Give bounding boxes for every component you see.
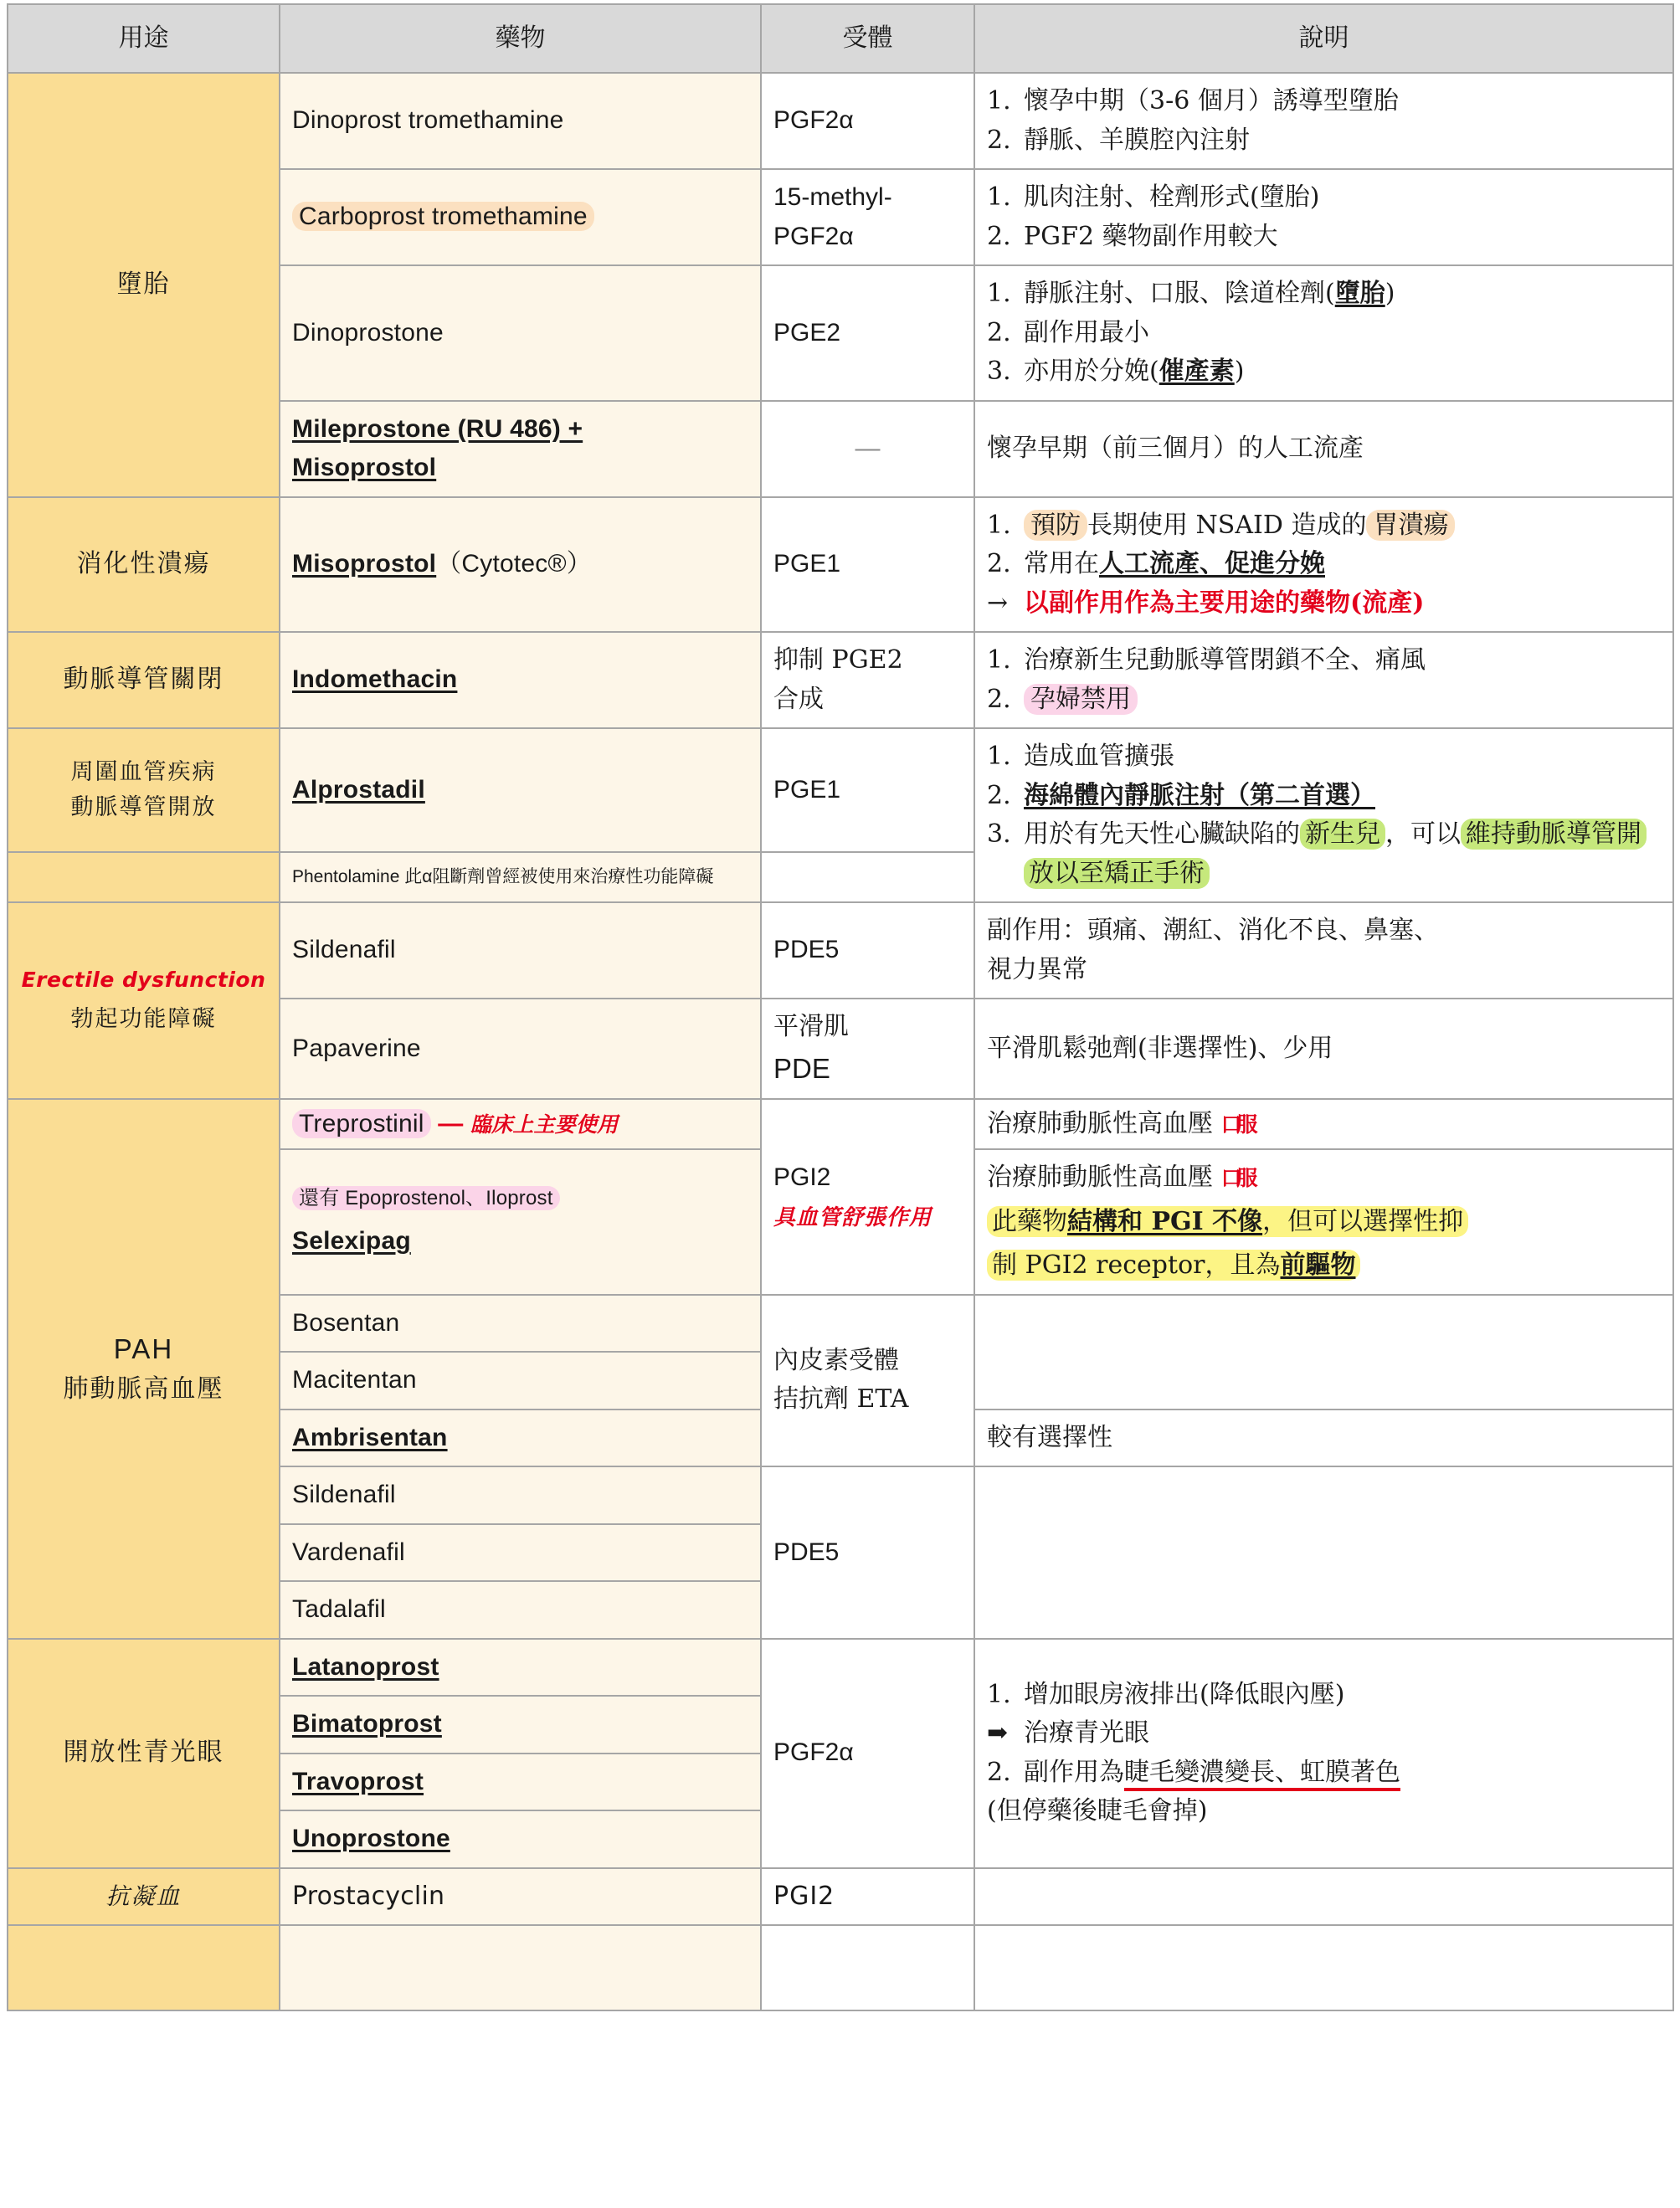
drug-cell-empty bbox=[280, 1925, 761, 2010]
description-cell-empty bbox=[974, 1295, 1673, 1410]
orange-highlight: 胃潰瘍 bbox=[1366, 510, 1455, 541]
text-part: 用於有先天性心臟缺陷的 bbox=[1024, 819, 1300, 849]
arrow-icon: → bbox=[987, 588, 1009, 618]
text-part: 靜脈注射、口服、陰道栓劑( bbox=[1024, 279, 1335, 308]
list-number: 2. bbox=[987, 780, 1011, 810]
drug-cell-carboprost bbox=[280, 169, 761, 265]
table-row bbox=[8, 1639, 1673, 1697]
use-cell-erectile-dysfunction bbox=[8, 902, 280, 1099]
description-cell-empty bbox=[974, 1466, 1673, 1639]
emphasis-abortion: 墮胎 bbox=[1334, 279, 1385, 308]
list-text bbox=[987, 911, 1661, 989]
list-text: 造成血管擴張 bbox=[1024, 742, 1174, 771]
description-cell-glaucoma bbox=[974, 1639, 1673, 1868]
use-line-cn: 勃起功能障礙 bbox=[70, 1005, 217, 1032]
use-line-1: 周圍血管疾病 bbox=[70, 759, 217, 786]
table-row bbox=[8, 1099, 1673, 1150]
receptor-line-2-text: 拮抗劑 ETA bbox=[773, 1384, 909, 1415]
list-number: 2. bbox=[987, 684, 1011, 714]
drug-name: Alprostadil bbox=[292, 775, 425, 804]
list-text bbox=[1024, 545, 1661, 584]
description-cell-selexipag bbox=[974, 1149, 1673, 1295]
description-cell-empty bbox=[974, 1868, 1673, 1926]
drug-cell-indomethacin bbox=[280, 632, 761, 728]
description-cell-indomethacin bbox=[974, 632, 1673, 728]
list-text: 懷孕早期（前三個月）的人工流產 bbox=[987, 433, 1364, 463]
receptor-cell-inhibit-pge2 bbox=[761, 632, 974, 728]
text-part: 亦用於分娩( bbox=[1024, 357, 1159, 386]
drug-name: Misoprostol bbox=[292, 550, 437, 578]
use-cell-glaucoma: 開放性青光眼 bbox=[8, 1639, 280, 1868]
red-oral-annotation: 口服 bbox=[1220, 1112, 1253, 1137]
drug-cell-unoprostone bbox=[280, 1810, 761, 1868]
drug-cell-ambrisentan bbox=[280, 1410, 761, 1467]
use-cell-spacer bbox=[8, 852, 280, 902]
drug-cell-travoprost bbox=[280, 1754, 761, 1811]
desc-line bbox=[987, 1246, 1661, 1286]
emphasis-prodrug: 前驅物 bbox=[1280, 1250, 1356, 1281]
list-number: 1. bbox=[987, 182, 1011, 212]
description-cell-dinoprost bbox=[974, 73, 1673, 169]
arrow-solid-icon: ➡ bbox=[987, 1718, 1009, 1748]
dash-annotation: — bbox=[430, 1109, 470, 1137]
drug-cell-dinoprostone: Dinoprostone bbox=[280, 265, 761, 401]
receptor-cell-pde5-pah: PDE5 bbox=[761, 1466, 974, 1639]
table-row bbox=[8, 632, 1673, 728]
drug-cell-treprostinil bbox=[280, 1099, 761, 1150]
list-number: 2. bbox=[987, 221, 1011, 251]
description-cell-papaverine bbox=[974, 999, 1673, 1099]
use-cell-anticoagulation: 抗凝血 bbox=[8, 1868, 280, 1926]
emphasis-indications: 人工流產、促進分娩 bbox=[1099, 549, 1325, 578]
desc-line bbox=[987, 1158, 1661, 1198]
receptor-cell-pgf2a-glaucoma: PGF2α bbox=[761, 1639, 974, 1868]
list-number: 1. bbox=[987, 86, 1011, 116]
receptor-line-1: 平滑肌 bbox=[773, 1012, 849, 1041]
list-text: (但停藥後睫毛會掉) bbox=[987, 1796, 1208, 1826]
red-oral-annotation: 口服 bbox=[1220, 1166, 1253, 1191]
text-part: 常用在 bbox=[1024, 549, 1099, 578]
receptor-line-1: 內皮素受體 bbox=[773, 1345, 899, 1375]
list-number: 1. bbox=[987, 1679, 1011, 1709]
desc-line-1: 副作用：頭痛、潮紅、消化不良、鼻塞、 bbox=[987, 916, 1439, 945]
table-row bbox=[8, 497, 1673, 633]
use-line-2: 動脈導管開放 bbox=[70, 794, 217, 821]
green-highlight: 新生兒 bbox=[1300, 819, 1385, 850]
emphasis-structure: 結構和 PGI 不像 bbox=[1067, 1206, 1263, 1236]
desc-text: 治療肺動脈性高血壓 bbox=[987, 1163, 1213, 1193]
red-note: 以副作用作為主要用途的藥物(流產) bbox=[1024, 588, 1425, 618]
use-line-en: PAH bbox=[113, 1333, 174, 1365]
description-cell-ambrisentan: 較有選擇性 bbox=[974, 1410, 1673, 1467]
desc-text: 治療肺動脈性高血壓 bbox=[987, 1108, 1213, 1138]
dash-icon: — bbox=[855, 434, 881, 462]
list-number: 1. bbox=[987, 510, 1011, 540]
receptor-cell-eta bbox=[761, 1295, 974, 1467]
handwritten-label-en: Erectile dysfunction bbox=[21, 968, 266, 993]
description-cell-carboprost bbox=[974, 169, 1673, 265]
list-text bbox=[1024, 680, 1661, 720]
receptor-line-2: 合成 bbox=[773, 684, 824, 714]
drug-cell-selexipag bbox=[280, 1149, 761, 1295]
description-cell-empty bbox=[974, 1925, 1673, 2010]
receptor-line-2: PGF2α bbox=[773, 222, 854, 250]
pink-highlight: Treprostinil bbox=[292, 1109, 431, 1138]
drug-cell-vardenafil: Vardenafil bbox=[280, 1524, 761, 1582]
receptor-cell-pgi2-hand: PGI2 bbox=[761, 1868, 974, 1926]
receptor-cell-15methyl-pgf2a bbox=[761, 169, 974, 265]
use-cell-empty bbox=[8, 1925, 280, 2010]
description-cell-mileprostone bbox=[974, 401, 1673, 497]
drug-cell-sildenafil-pah: Sildenafil bbox=[280, 1466, 761, 1524]
receptor-cell-none bbox=[761, 401, 974, 497]
receptor-line-2 bbox=[773, 1380, 962, 1420]
red-underline-emphasis: 睫毛變濃變長、虹膜著色 bbox=[1124, 1758, 1400, 1791]
emphasis-oxytocin: 催產素 bbox=[1159, 357, 1235, 386]
use-line-cn: 肺動脈高血壓 bbox=[63, 1374, 224, 1404]
drug-name: Travoprost bbox=[292, 1767, 424, 1795]
text-part: 此藥物 bbox=[992, 1206, 1067, 1236]
use-cell-ductus-closure: 動脈導管關閉 bbox=[8, 632, 280, 728]
list-text: PGF2 藥物副作用較大 bbox=[1024, 221, 1278, 251]
drug-cell-papaverine: Papaverine bbox=[280, 999, 761, 1099]
receptor-line-1: PGI2 bbox=[773, 1163, 831, 1192]
yellow-highlight bbox=[987, 1206, 1468, 1237]
list-text: 肌肉注射、栓劑形式(墮胎) bbox=[1024, 182, 1320, 212]
table-row bbox=[8, 728, 1673, 852]
drug-cell-bimatoprost bbox=[280, 1696, 761, 1754]
text-part: 長期使用 NSAID 造成的 bbox=[1087, 510, 1367, 540]
list-text: 平滑肌鬆弛劑(非選擇性)、少用 bbox=[987, 1033, 1333, 1063]
list-text: 副作用最小 bbox=[1024, 317, 1149, 347]
receptor-line-1: 15-methyl- bbox=[773, 183, 892, 211]
green-highlight: 維持動脈導管開放以至矯正手術 bbox=[1024, 819, 1647, 889]
list-number: 3. bbox=[987, 357, 1011, 386]
column-header-description: 說明 bbox=[974, 4, 1673, 73]
drug-subnote bbox=[292, 1183, 748, 1214]
use-cell-peptic-ulcer: 消化性潰瘍 bbox=[8, 497, 280, 633]
red-annotation: 臨床上主要使用 bbox=[470, 1112, 619, 1137]
list-number: 2. bbox=[987, 125, 1011, 155]
list-number: 2. bbox=[987, 549, 1011, 578]
list-number: 2. bbox=[987, 317, 1011, 347]
orange-highlight: Carboprost tromethamine bbox=[292, 202, 594, 231]
text-part: ，但可以選擇性抑 bbox=[1262, 1206, 1464, 1236]
list-number: 1. bbox=[987, 742, 1011, 771]
table-header bbox=[8, 4, 1673, 73]
drug-cell-dinoprost: Dinoprost tromethamine bbox=[280, 73, 761, 169]
description-cell-dinoprostone bbox=[974, 265, 1673, 401]
drug-cell-alprostadil bbox=[280, 728, 761, 852]
description-cell-treprostinil bbox=[974, 1099, 1673, 1150]
drug-name: Indomethacin bbox=[292, 665, 458, 694]
receptor-line-1: 抑制 PGE2 bbox=[773, 645, 903, 675]
drug-brand: （Cytotec®） bbox=[436, 550, 593, 578]
drug-name: Unoprostone bbox=[292, 1825, 450, 1853]
list-number: 2. bbox=[987, 1757, 1011, 1787]
desc-line bbox=[987, 1203, 1661, 1242]
desc-line-2: 視力異常 bbox=[987, 954, 1087, 984]
drug-name: Latanoprost bbox=[292, 1652, 439, 1681]
description-cell-sildenafil bbox=[974, 902, 1673, 999]
drug-cell-prostacyclin: Prostacyclin bbox=[280, 1868, 761, 1926]
prostaglandin-drug-table bbox=[7, 3, 1674, 2011]
emphasis-injection: 海綿體內靜脈注射（第二首選） bbox=[1024, 780, 1375, 810]
list-text: 懷孕中期（3-6 個月）誘導型墮胎 bbox=[1024, 86, 1399, 116]
receptor-line-2: PDE bbox=[773, 1052, 830, 1084]
list-text: 增加眼房液排出(降低眼內壓) bbox=[1024, 1679, 1345, 1709]
drug-cell-bosentan: Bosentan bbox=[280, 1295, 761, 1353]
column-header-use: 用途 bbox=[8, 4, 280, 73]
receptor-cell-pde5: PDE5 bbox=[761, 902, 974, 999]
receptor-cell-pgi2 bbox=[761, 1099, 974, 1295]
use-cell-abortion: 墮胎 bbox=[8, 73, 280, 497]
list-text bbox=[1024, 1754, 1661, 1793]
receptor-cell-pge1b: PGE1 bbox=[761, 728, 974, 852]
description-cell-misoprostol bbox=[974, 497, 1673, 633]
list-text bbox=[1024, 506, 1661, 546]
drug-cell-macitentan: Macitentan bbox=[280, 1352, 761, 1410]
drug-line-2: Misoprostol bbox=[292, 454, 437, 481]
pink-highlight: 孕婦禁用 bbox=[1024, 684, 1138, 715]
text-part: ) bbox=[1234, 357, 1245, 386]
receptor-cell-pge1: PGE1 bbox=[761, 497, 974, 633]
pink-highlight: 還有 Epoprostenol、Iloprost bbox=[292, 1186, 560, 1210]
list-text: 靜脈、羊膜腔內注射 bbox=[1024, 125, 1250, 155]
text-part: 制 PGI2 receptor，且為 bbox=[992, 1250, 1281, 1281]
text-part: 副作用為 bbox=[1024, 1757, 1124, 1787]
list-number: 3. bbox=[987, 819, 1011, 849]
header-row bbox=[8, 4, 1673, 73]
list-text bbox=[1024, 275, 1661, 314]
table-row bbox=[8, 1925, 1673, 2010]
table-row bbox=[8, 73, 1673, 169]
yellow-highlight bbox=[987, 1250, 1360, 1281]
drug-cell-mileprostone-misoprostol bbox=[280, 401, 761, 497]
use-cell-pah bbox=[8, 1099, 280, 1639]
description-cell-alprostadil bbox=[974, 728, 1673, 902]
table-row bbox=[8, 1868, 1673, 1926]
list-text: 治療新生兒動脈導管閉鎖不全、痛風 bbox=[1024, 645, 1426, 675]
use-cell-pvd-ductus-open bbox=[8, 728, 280, 852]
drug-note-phentolamine: Phentolamine 此α阻斷劑曾經被使用來治療性功能障礙 bbox=[280, 852, 761, 902]
drug-name: Selexipag bbox=[292, 1227, 411, 1255]
list-number: 1. bbox=[987, 645, 1011, 675]
list-text bbox=[1024, 815, 1661, 893]
drug-cell-sildenafil: Sildenafil bbox=[280, 902, 761, 999]
list-number: 1. bbox=[987, 279, 1011, 308]
list-text bbox=[1024, 352, 1661, 392]
drug-cell-misoprostol bbox=[280, 497, 761, 633]
table-row bbox=[8, 902, 1673, 999]
list-text: 治療青光眼 bbox=[1024, 1718, 1149, 1748]
drug-cell-latanoprost bbox=[280, 1639, 761, 1697]
drug-name: Bimatoprost bbox=[292, 1710, 442, 1738]
drug-name: Ambrisentan bbox=[292, 1423, 448, 1451]
receptor-cell-pge2: PGE2 bbox=[761, 265, 974, 401]
text-part: ，可以 bbox=[1385, 819, 1461, 849]
column-header-receptor: 受體 bbox=[761, 4, 974, 73]
receptor-cell-empty bbox=[761, 852, 974, 902]
orange-highlight: 預防 bbox=[1024, 510, 1087, 541]
receptor-cell-smooth-muscle-pde bbox=[761, 999, 974, 1099]
table-body bbox=[8, 73, 1673, 2010]
text-part: ) bbox=[1385, 279, 1395, 308]
drug-cell-tadalafil: Tadalafil bbox=[280, 1581, 761, 1639]
column-header-drug: 藥物 bbox=[280, 4, 761, 73]
drug-line-1: Mileprostone (RU 486) + bbox=[292, 414, 583, 443]
receptor-cell-empty bbox=[761, 1925, 974, 2010]
receptor-cell-pgf2a: PGF2α bbox=[761, 73, 974, 169]
red-annotation: 具血管舒張作用 bbox=[773, 1204, 932, 1230]
